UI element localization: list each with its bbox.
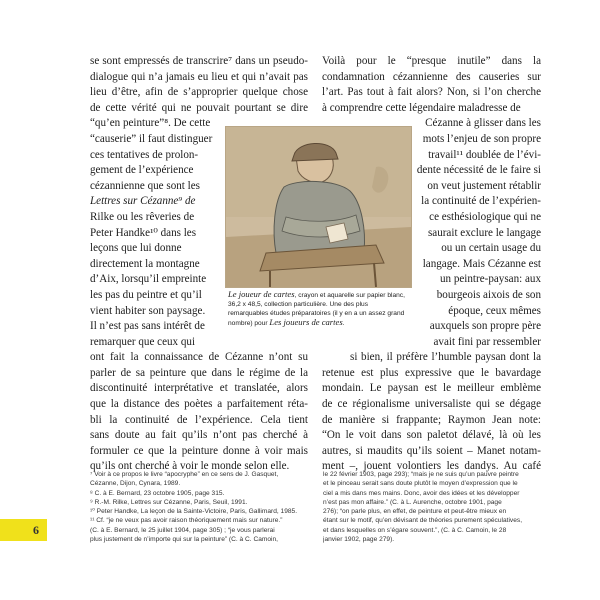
footnote-line: et dans lesquelles on s’égare souvent.”, (C. à C. Camoin, le 28 xyxy=(323,526,507,534)
text-line: à comprendre cette légendaire maladresse de xyxy=(322,101,521,114)
text-line: l’art. Pas tout à fait alors? Non, si l’on cherche xyxy=(322,86,541,99)
page-number: 6 xyxy=(33,523,39,537)
text-line: Rilke ou les rêveries de xyxy=(90,210,195,223)
text-line: de cette vérité qui ne pouvait pourtant se dire xyxy=(90,101,308,114)
text-line: si bien, il préfère l’humble paysan dont la xyxy=(350,351,541,364)
caption-title: Le joueur de cartes xyxy=(228,289,295,299)
text-line: “causerie” il faut distinguer xyxy=(90,132,213,145)
text-line: dente nécessité de le faire si xyxy=(416,164,541,177)
text-line: se sont empressés de transcrire⁷ dans un pseudo- xyxy=(90,55,308,67)
text-line: Il n’est pas sans intérêt de xyxy=(90,320,205,333)
text-line: “qu’en peinture”⁸. De cette xyxy=(90,117,211,130)
text-line: ces tentatives de prolon- xyxy=(90,148,199,161)
footnote-line: ¹¹ Cf. “je ne veux pas avoir raison théoriquement mais sur nature.” xyxy=(90,517,283,525)
text-line: “On le voit dans son paletot délavé, là où les xyxy=(322,429,541,442)
text-line: un peintre-paysan: aux xyxy=(439,273,541,286)
text-line: dialogue qui n’a jamais eu lieu et qui n’avait pas xyxy=(90,70,308,83)
footnote-line: étant sur le motif, qu’en dévisant de théories purement spéculatives, xyxy=(323,517,523,525)
text-line: ce esthésiologique qui ne xyxy=(429,210,541,223)
footnote-line: plus justement de n’importe qui sur la peinture” (C. à C. Camoin, xyxy=(90,536,279,544)
text-line: de manière si frappante; Raymon Jean note: xyxy=(322,413,541,426)
text-line: lieu d’être, afin de s’approprier quelque chose xyxy=(90,86,308,99)
text-line: on veut justement rétablir xyxy=(427,179,541,192)
text-line: remarquer que ceux qui xyxy=(90,335,196,348)
footnote-line: ⁸ C. à E. Bernard, 23 octobre 1905, page 315. xyxy=(90,489,225,497)
text-line: ont fait la connaissance de Cézanne n’ont su xyxy=(90,351,308,364)
footnotes-left xyxy=(90,470,308,544)
footnote-line: Cézanne, Dijon, Cynara, 1989. xyxy=(90,480,181,488)
footnote-line: (C. à E. Bernard, le 25 juillet 1904, page 305) ; “je vous parlerai xyxy=(90,526,275,534)
text-line: leçons que lui donne xyxy=(90,242,182,255)
caption-end: . xyxy=(342,320,345,328)
text-line: qu’ils ont cherché à voir le monde selon elle. xyxy=(90,460,290,473)
text-line: ment –, jouent volontiers les dandys. Au café xyxy=(322,460,541,473)
text-line: cézannienne que sont les xyxy=(90,179,200,192)
text-line: sans doute au fait qu’ils n’ont pas cherché à xyxy=(90,429,308,442)
footnote-line: ciel a mis dans mes mains. Donc, avoir des idées et les développer xyxy=(323,489,520,497)
text-line: bli la continuité de l’expérience. Cela tient xyxy=(90,413,308,426)
text-line: gement de l’expérience xyxy=(90,164,194,177)
text-line: Cézanne à glisser dans les xyxy=(425,117,541,130)
right-column xyxy=(322,54,541,475)
text-line: d’Aix, lorsqu’il empreinte xyxy=(90,273,207,286)
text-line: mots l’enjeu de son propre xyxy=(422,132,541,145)
page-number-tab xyxy=(0,519,47,541)
text-line: travail¹¹ doublée de l’évi- xyxy=(428,148,541,161)
text-line: vient habiter son paysage. xyxy=(90,304,206,317)
text-line: retenue est plus expressive que le bavardage xyxy=(322,366,541,379)
footnote-line: et le pinceau serait sans doute plutôt le moyen d’expression que le xyxy=(323,480,518,488)
text-line: discontinuité interprétative et translatée, alors xyxy=(90,382,308,395)
footnote-line: 276); “on parle plus, en effet, de peinture et peut-être mieux en xyxy=(323,508,507,516)
text-line: condamnation cézannienne des causeries sur xyxy=(322,70,541,83)
footnote-line: ⁹ R.-M. Rilke, Lettres sur Cézanne, Paris, Seuil, 1991. xyxy=(90,498,248,506)
text-line: formuler ce que la peinture donne à voir mais xyxy=(90,444,308,457)
text-line: de ce régionalisme universaliste qui se dégage xyxy=(322,398,541,411)
text-line: bourgeois aixois de son xyxy=(436,288,541,301)
text-line: parler de sa peinture que dans le régime de la xyxy=(90,366,308,379)
text-line: les pas du peintre et qu’il xyxy=(90,288,202,301)
footnote-line: n’est pas mon affaire.” (C. à L. Aurenche, octobre 1901, page xyxy=(323,498,502,506)
footnotes-right xyxy=(323,470,541,544)
text-line: auxquels son propre père xyxy=(429,320,541,333)
text-line: ou un certain usage du xyxy=(441,242,541,255)
text-line: avait fini par ressembler xyxy=(433,335,541,348)
caption-text: , crayon et aquarelle sur papier blanc, 36,2 x 48,5, collection particulière. Une des plus remarquables études préparatoires (il y en a un assez grand nombre) pour xyxy=(228,292,405,328)
text-line: que la distance des poètes a parfaitement réta- xyxy=(90,398,308,411)
footnote-line: janvier 1902, page 279). xyxy=(323,536,395,544)
text-line: Peter Handke¹⁰ dans les xyxy=(90,226,197,239)
footnote-line: le 22 février 1903, page 293); “mais je ne suis qu’un pauvre peintre xyxy=(323,471,519,478)
text-line: saurait exclure le langage xyxy=(427,226,541,239)
text-line: Voilà pour le “presque inutile” dans la xyxy=(322,55,541,67)
text-line: autres, si maudits qu’ils soient – Manet notam- xyxy=(322,444,541,457)
text-line: mondain. Le paysan est le meilleur emblème xyxy=(322,382,541,395)
footnote-line: ⁷ Voir à ce propos le livre “apocryphe” en ce sens de J. Gasquet, xyxy=(90,471,279,478)
text-line: langage. Mais Cézanne est xyxy=(422,257,541,270)
text-line: époque, ceux mêmes xyxy=(448,304,541,317)
caption-title-2: Les joueurs de cartes xyxy=(269,317,343,328)
footnote-line: ¹⁰ Peter Handke, La leçon de la Sainte-Victoire, Paris, Gallimard, 1985. xyxy=(90,508,298,516)
text-line: Lettres sur Cézanne⁹ de xyxy=(90,195,196,208)
text-line: directement la montagne xyxy=(90,257,200,270)
text-line: la continuité de l’expérien- xyxy=(421,195,541,208)
